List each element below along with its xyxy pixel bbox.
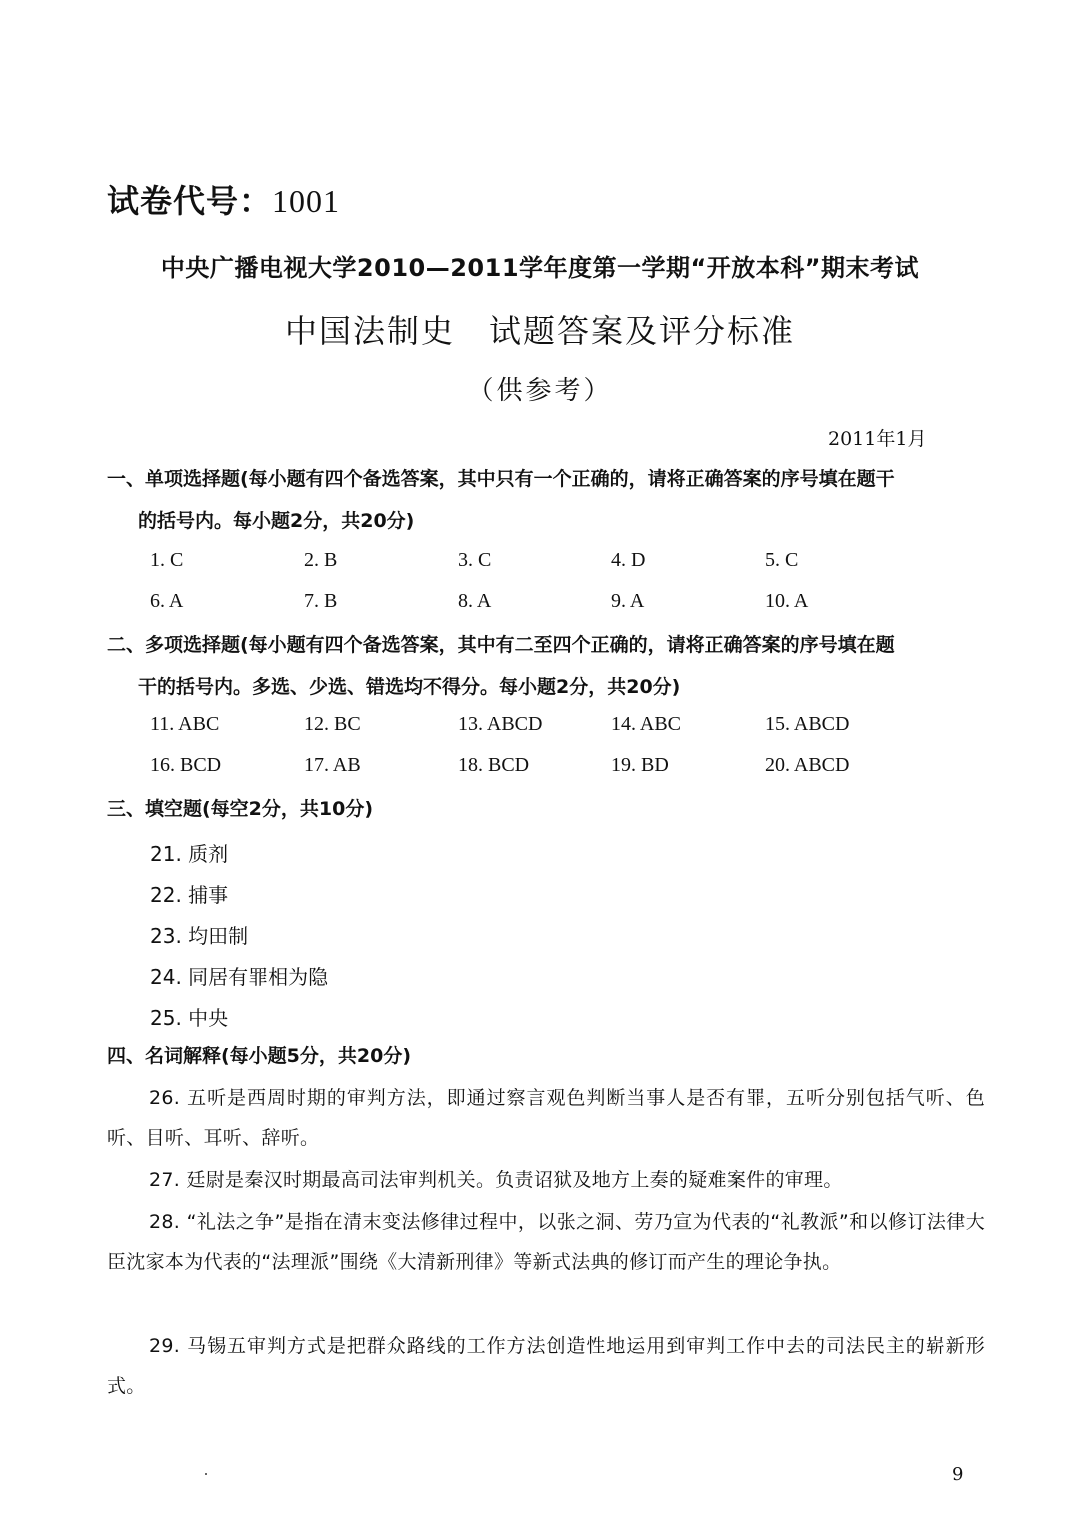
answer-6: 6. A (150, 590, 184, 612)
section-1-heading (107, 461, 987, 539)
fill-answer-25: 25. 中央 (150, 1006, 229, 1030)
reference-note: （供参考） (467, 376, 613, 406)
section-3-heading (107, 791, 987, 827)
answer-20: 20. ABCD (765, 754, 850, 776)
answer-13: 13. ABCD (458, 713, 543, 735)
answer-2: 2. B (304, 549, 338, 571)
fill-answer-22: 22. 捕事 (150, 883, 229, 907)
answer-11: 11. ABC (150, 713, 220, 735)
paper-code-value: 1001 (272, 183, 341, 219)
answer-16: 16. BCD (150, 754, 222, 776)
section-4-title: 四、名词解释(每小题5分，共20分) (107, 1045, 412, 1067)
answer-7: 7. B (304, 590, 338, 612)
exam-date: 2011年1月 (828, 428, 927, 450)
answer-10: 10. A (765, 590, 809, 612)
definition-28: 28. “礼法之争”是指在清末变法修律过程中，以张之洞、劳乃宣为代表的“礼教派”和以修订法律大臣沈家本为代表的“法理派”围绕《大清新刑律》等新式法典的修订而产生的理论争执。 (107, 1211, 985, 1273)
section-2-heading (107, 627, 987, 705)
answer-19: 19. BD (611, 754, 669, 776)
answer-5: 5. C (765, 549, 799, 571)
definition-26: 26. 五听是西周时期的审判方法，即通过察言观色判断当事人是否有罪，五听分别包括气听、色听、目听、耳听、辞听。 (107, 1087, 985, 1149)
definition-29: 29. 马锡五审判方式是把群众路线的工作方法创造性地运用到审判工作中去的司法民主的崭新形式。 (107, 1335, 985, 1397)
fill-answer-24: 24. 同居有罪相为隐 (150, 965, 329, 989)
course-title (0, 306, 1080, 352)
exam-title: 中央广播电视大学2010—2011学年度第一学期“开放本科”期末考试 (160, 254, 920, 282)
section-1-title: 一、单项选择题(每小题有四个备选答案，其中只有一个正确的，请将正确答案的序号填在题干 (107, 468, 895, 490)
paper-code-label: 试卷代号： (107, 182, 273, 220)
answer-4: 4. D (611, 549, 646, 571)
fill-answer-23: 23. 均田制 (150, 924, 249, 948)
answer-8: 8. A (458, 590, 492, 612)
page-number: 9 (952, 1464, 964, 1485)
course-title-text: 中国法制史 试题答案及评分标准 (284, 312, 795, 350)
answer-14: 14. ABC (611, 713, 682, 735)
scan-speck (205, 1473, 207, 1475)
section-4-heading (107, 1038, 987, 1074)
fill-answer-21: 21. 质剂 (150, 842, 229, 866)
answer-17: 17. AB (304, 754, 361, 776)
answer-9: 9. A (611, 590, 645, 612)
paper-code (107, 176, 340, 222)
section-1-title-cont: 的括号内。每小题2分，共20分) (138, 510, 415, 532)
section-2-title-cont: 干的括号内。多选、少选、错选均不得分。每小题2分，共20分) (138, 676, 681, 698)
section-2-title: 二、多项选择题(每小题有四个备选答案，其中有二至四个正确的，请将正确答案的序号填在题 (107, 634, 895, 656)
answer-15: 15. ABCD (765, 713, 850, 735)
answer-1: 1. C (150, 549, 184, 571)
definition-27: 27. 廷尉是秦汉时期最高司法审判机关。负责诏狱及地方上奏的疑难案件的审理。 (149, 1169, 843, 1191)
answer-18: 18. BCD (458, 754, 530, 776)
answer-3: 3. C (458, 549, 492, 571)
section-3-title: 三、填空题(每空2分，共10分) (107, 798, 374, 820)
answer-12: 12. BC (304, 713, 361, 735)
